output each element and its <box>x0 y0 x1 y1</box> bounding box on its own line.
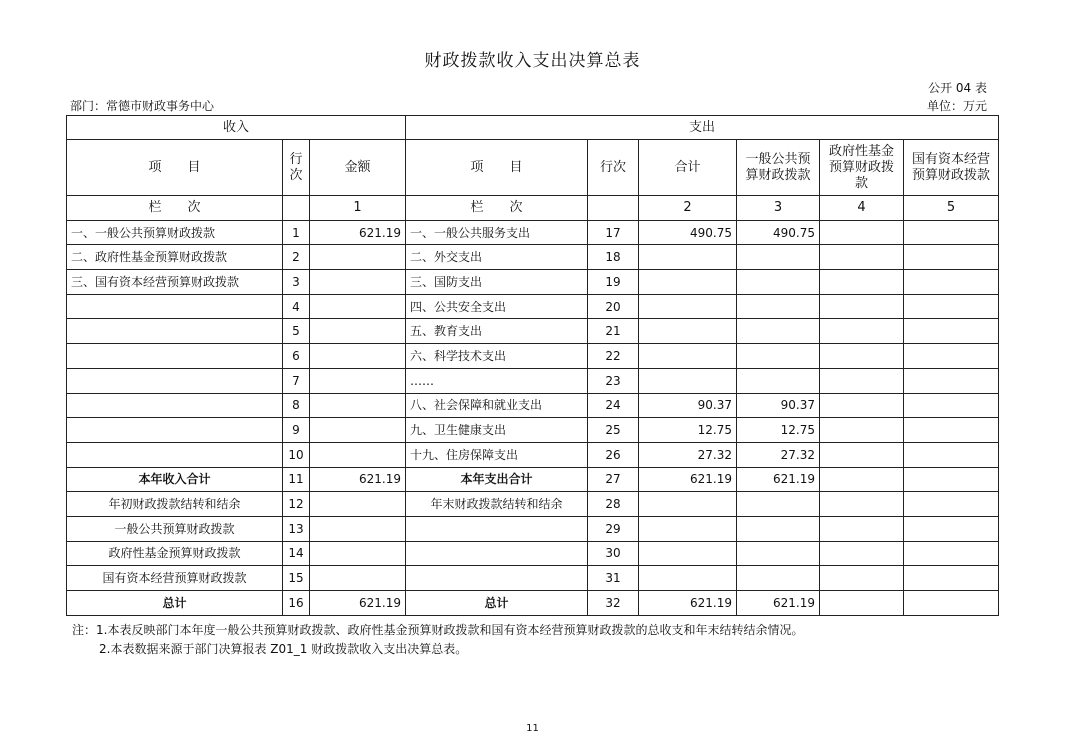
expense-total <box>639 492 737 517</box>
header-row-sections <box>67 116 999 140</box>
table-row <box>67 319 999 344</box>
income-item: 一、一般公共预算财政拨款 <box>67 220 283 245</box>
general-budget-amount <box>737 344 820 369</box>
state-capital-amount <box>904 566 999 591</box>
expense-row-no: 20 <box>588 294 639 319</box>
expense-total: 490.75 <box>639 220 737 245</box>
expense-total <box>639 368 737 393</box>
state-capital-amount <box>904 368 999 393</box>
income-column-label: 栏 次 <box>67 196 283 221</box>
expense-row-no: 26 <box>588 442 639 467</box>
income-item: 年初财政拨款结转和结余 <box>67 492 283 517</box>
income-amount <box>310 368 406 393</box>
expense-column-label: 栏 次 <box>406 196 588 221</box>
general-budget-amount: 90.37 <box>737 393 820 418</box>
fund-budget-amount <box>820 245 904 270</box>
income-amount <box>310 294 406 319</box>
state-capital-amount <box>904 294 999 319</box>
income-row-no: 10 <box>283 442 310 467</box>
expense-row-no: 23 <box>588 368 639 393</box>
income-item: 本年收入合计 <box>67 467 283 492</box>
fund-budget-amount <box>820 418 904 443</box>
col-number-3: 3 <box>737 196 820 221</box>
expense-item: 一、一般公共服务支出 <box>406 220 588 245</box>
general-budget-amount <box>737 541 820 566</box>
blank-cell <box>588 196 639 221</box>
income-item <box>67 393 283 418</box>
income-item: 国有资本经营预算财政拨款 <box>67 566 283 591</box>
income-amount <box>310 270 406 295</box>
income-row-no: 15 <box>283 566 310 591</box>
expense-item <box>406 566 588 591</box>
expense-total <box>639 566 737 591</box>
general-budget-amount: 27.32 <box>737 442 820 467</box>
expense-header: 支出 <box>406 116 999 140</box>
income-item <box>67 418 283 443</box>
expense-row-no: 18 <box>588 245 639 270</box>
expense-item: 八、社会保障和就业支出 <box>406 393 588 418</box>
state-capital-header: 国有资本经营预算财政拨款 <box>904 140 999 196</box>
table-row <box>67 442 999 467</box>
table-row <box>67 467 999 492</box>
unit-label: 单位：万元 <box>926 99 987 113</box>
expense-row-no: 25 <box>588 418 639 443</box>
page-number: 11 <box>526 723 539 734</box>
expense-item: 三、国防支出 <box>406 270 588 295</box>
expense-total: 12.75 <box>639 418 737 443</box>
income-item-header: 项 目 <box>67 140 283 196</box>
expense-row-no: 27 <box>588 467 639 492</box>
state-capital-amount <box>904 418 999 443</box>
expense-item: 五、教育支出 <box>406 319 588 344</box>
table-row <box>67 393 999 418</box>
state-capital-amount <box>904 467 999 492</box>
expense-item: 年末财政拨款结转和结余 <box>406 492 588 517</box>
income-amount <box>310 393 406 418</box>
income-header: 收入 <box>67 116 406 140</box>
expense-row-no: 17 <box>588 220 639 245</box>
income-row-no: 4 <box>283 294 310 319</box>
note-2: 2.本表数据来源于部门决算报表 Z01_1 财政拨款收入支出决算总表。 <box>99 642 468 656</box>
expense-total <box>639 270 737 295</box>
income-row-no: 13 <box>283 516 310 541</box>
department-label: 部门：常德市财政事务中心 <box>70 99 215 113</box>
expense-row-no: 32 <box>588 591 639 616</box>
income-item <box>67 294 283 319</box>
general-budget-amount: 621.19 <box>737 467 820 492</box>
income-item <box>67 344 283 369</box>
expense-row-no-header: 行次 <box>588 140 639 196</box>
fund-budget-amount <box>820 368 904 393</box>
income-amount-header: 金额 <box>310 140 406 196</box>
fund-budget-amount <box>820 442 904 467</box>
income-item <box>67 442 283 467</box>
state-capital-amount <box>904 344 999 369</box>
table-row <box>67 591 999 616</box>
expense-total-header: 合计 <box>639 140 737 196</box>
state-capital-amount <box>904 591 999 616</box>
table-row <box>67 566 999 591</box>
income-item: 总计 <box>67 591 283 616</box>
fund-budget-amount <box>820 541 904 566</box>
income-amount <box>310 541 406 566</box>
expense-total <box>639 319 737 344</box>
income-row-no: 11 <box>283 467 310 492</box>
fund-budget-header: 政府性基金预算财政拨款 <box>820 140 904 196</box>
income-row-no: 14 <box>283 541 310 566</box>
expense-row-no: 21 <box>588 319 639 344</box>
expense-item: 九、卫生健康支出 <box>406 418 588 443</box>
income-item: 一般公共预算财政拨款 <box>67 516 283 541</box>
income-row-no: 16 <box>283 591 310 616</box>
income-row-no: 3 <box>283 270 310 295</box>
expense-total <box>639 245 737 270</box>
state-capital-amount <box>904 442 999 467</box>
income-row-no: 9 <box>283 418 310 443</box>
income-amount <box>310 566 406 591</box>
income-row-no: 1 <box>283 220 310 245</box>
expense-row-no: 30 <box>588 541 639 566</box>
expense-total: 27.32 <box>639 442 737 467</box>
expense-item: 十九、住房保障支出 <box>406 442 588 467</box>
table-row <box>67 541 999 566</box>
expense-item: 六、科学技术支出 <box>406 344 588 369</box>
general-budget-amount: 490.75 <box>737 220 820 245</box>
fund-budget-amount <box>820 393 904 418</box>
general-budget-amount <box>737 294 820 319</box>
table-row <box>67 492 999 517</box>
fund-budget-amount <box>820 566 904 591</box>
table-row <box>67 418 999 443</box>
col-number-4: 4 <box>820 196 904 221</box>
income-row-no: 7 <box>283 368 310 393</box>
state-capital-amount <box>904 319 999 344</box>
general-budget-amount <box>737 516 820 541</box>
expense-item <box>406 516 588 541</box>
expense-item: …… <box>406 368 588 393</box>
income-amount <box>310 516 406 541</box>
col-number-5: 5 <box>904 196 999 221</box>
expense-row-no: 29 <box>588 516 639 541</box>
budget-summary-table <box>66 115 999 616</box>
income-amount <box>310 442 406 467</box>
page-title: 财政拨款收入支出决算总表 <box>424 51 641 71</box>
income-amount <box>310 344 406 369</box>
income-amount <box>310 245 406 270</box>
fund-budget-amount <box>820 270 904 295</box>
general-budget-amount <box>737 245 820 270</box>
table-row <box>67 294 999 319</box>
expense-row-no: 19 <box>588 270 639 295</box>
fund-budget-amount <box>820 319 904 344</box>
fund-budget-amount <box>820 344 904 369</box>
notes <box>72 621 803 659</box>
col-number-1: 1 <box>310 196 406 221</box>
table-row <box>67 368 999 393</box>
table-row <box>67 344 999 369</box>
state-capital-amount <box>904 220 999 245</box>
income-item <box>67 319 283 344</box>
expense-row-no: 28 <box>588 492 639 517</box>
expense-item: 四、公共安全支出 <box>406 294 588 319</box>
expense-item: 本年支出合计 <box>406 467 588 492</box>
income-item: 二、政府性基金预算财政拨款 <box>67 245 283 270</box>
table-row <box>67 220 999 245</box>
income-row-no: 6 <box>283 344 310 369</box>
income-item: 三、国有资本经营预算财政拨款 <box>67 270 283 295</box>
general-budget-amount <box>737 566 820 591</box>
fund-budget-amount <box>820 294 904 319</box>
table-row <box>67 245 999 270</box>
general-budget-amount <box>737 319 820 344</box>
state-capital-amount <box>904 541 999 566</box>
general-budget-amount <box>737 492 820 517</box>
expense-row-no: 22 <box>588 344 639 369</box>
table-row <box>67 516 999 541</box>
income-amount: 621.19 <box>310 591 406 616</box>
income-row-no: 12 <box>283 492 310 517</box>
income-amount <box>310 492 406 517</box>
state-capital-amount <box>904 516 999 541</box>
fund-budget-amount <box>820 492 904 517</box>
income-amount <box>310 418 406 443</box>
fund-budget-amount <box>820 467 904 492</box>
expense-row-no: 31 <box>588 566 639 591</box>
expense-total <box>639 541 737 566</box>
note-1: 注：1.本表反映部门本年度一般公共预算财政拨款、政府性基金预算财政拨款和国有资本经营预算财政拨款的总收支和年末结转结余情况。 <box>72 623 804 637</box>
general-budget-amount: 621.19 <box>737 591 820 616</box>
income-row-no: 5 <box>283 319 310 344</box>
expense-total <box>639 516 737 541</box>
general-budget-header: 一般公共预算财政拨款 <box>737 140 820 196</box>
income-row-no-header: 行次 <box>283 140 310 196</box>
general-budget-amount <box>737 368 820 393</box>
expense-row-no: 24 <box>588 393 639 418</box>
income-row-no: 8 <box>283 393 310 418</box>
header-row-columns <box>67 140 999 196</box>
fund-budget-amount <box>820 591 904 616</box>
fund-budget-amount <box>820 516 904 541</box>
expense-item-header: 项 目 <box>406 140 588 196</box>
expense-total: 621.19 <box>639 591 737 616</box>
table-row <box>67 270 999 295</box>
income-amount: 621.19 <box>310 220 406 245</box>
state-capital-amount <box>904 270 999 295</box>
form-number: 公开 04 表 <box>928 81 987 95</box>
state-capital-amount <box>904 393 999 418</box>
general-budget-amount <box>737 270 820 295</box>
fund-budget-amount <box>820 220 904 245</box>
col-number-2: 2 <box>639 196 737 221</box>
state-capital-amount <box>904 492 999 517</box>
expense-total <box>639 294 737 319</box>
income-item <box>67 368 283 393</box>
expense-total: 90.37 <box>639 393 737 418</box>
expense-total: 621.19 <box>639 467 737 492</box>
expense-item <box>406 541 588 566</box>
expense-item: 总计 <box>406 591 588 616</box>
state-capital-amount <box>904 245 999 270</box>
header-row-column-numbers <box>67 196 999 221</box>
income-amount: 621.19 <box>310 467 406 492</box>
expense-total <box>639 344 737 369</box>
income-item: 政府性基金预算财政拨款 <box>67 541 283 566</box>
general-budget-amount: 12.75 <box>737 418 820 443</box>
income-amount <box>310 319 406 344</box>
blank-cell <box>283 196 310 221</box>
income-row-no: 2 <box>283 245 310 270</box>
expense-item: 二、外交支出 <box>406 245 588 270</box>
